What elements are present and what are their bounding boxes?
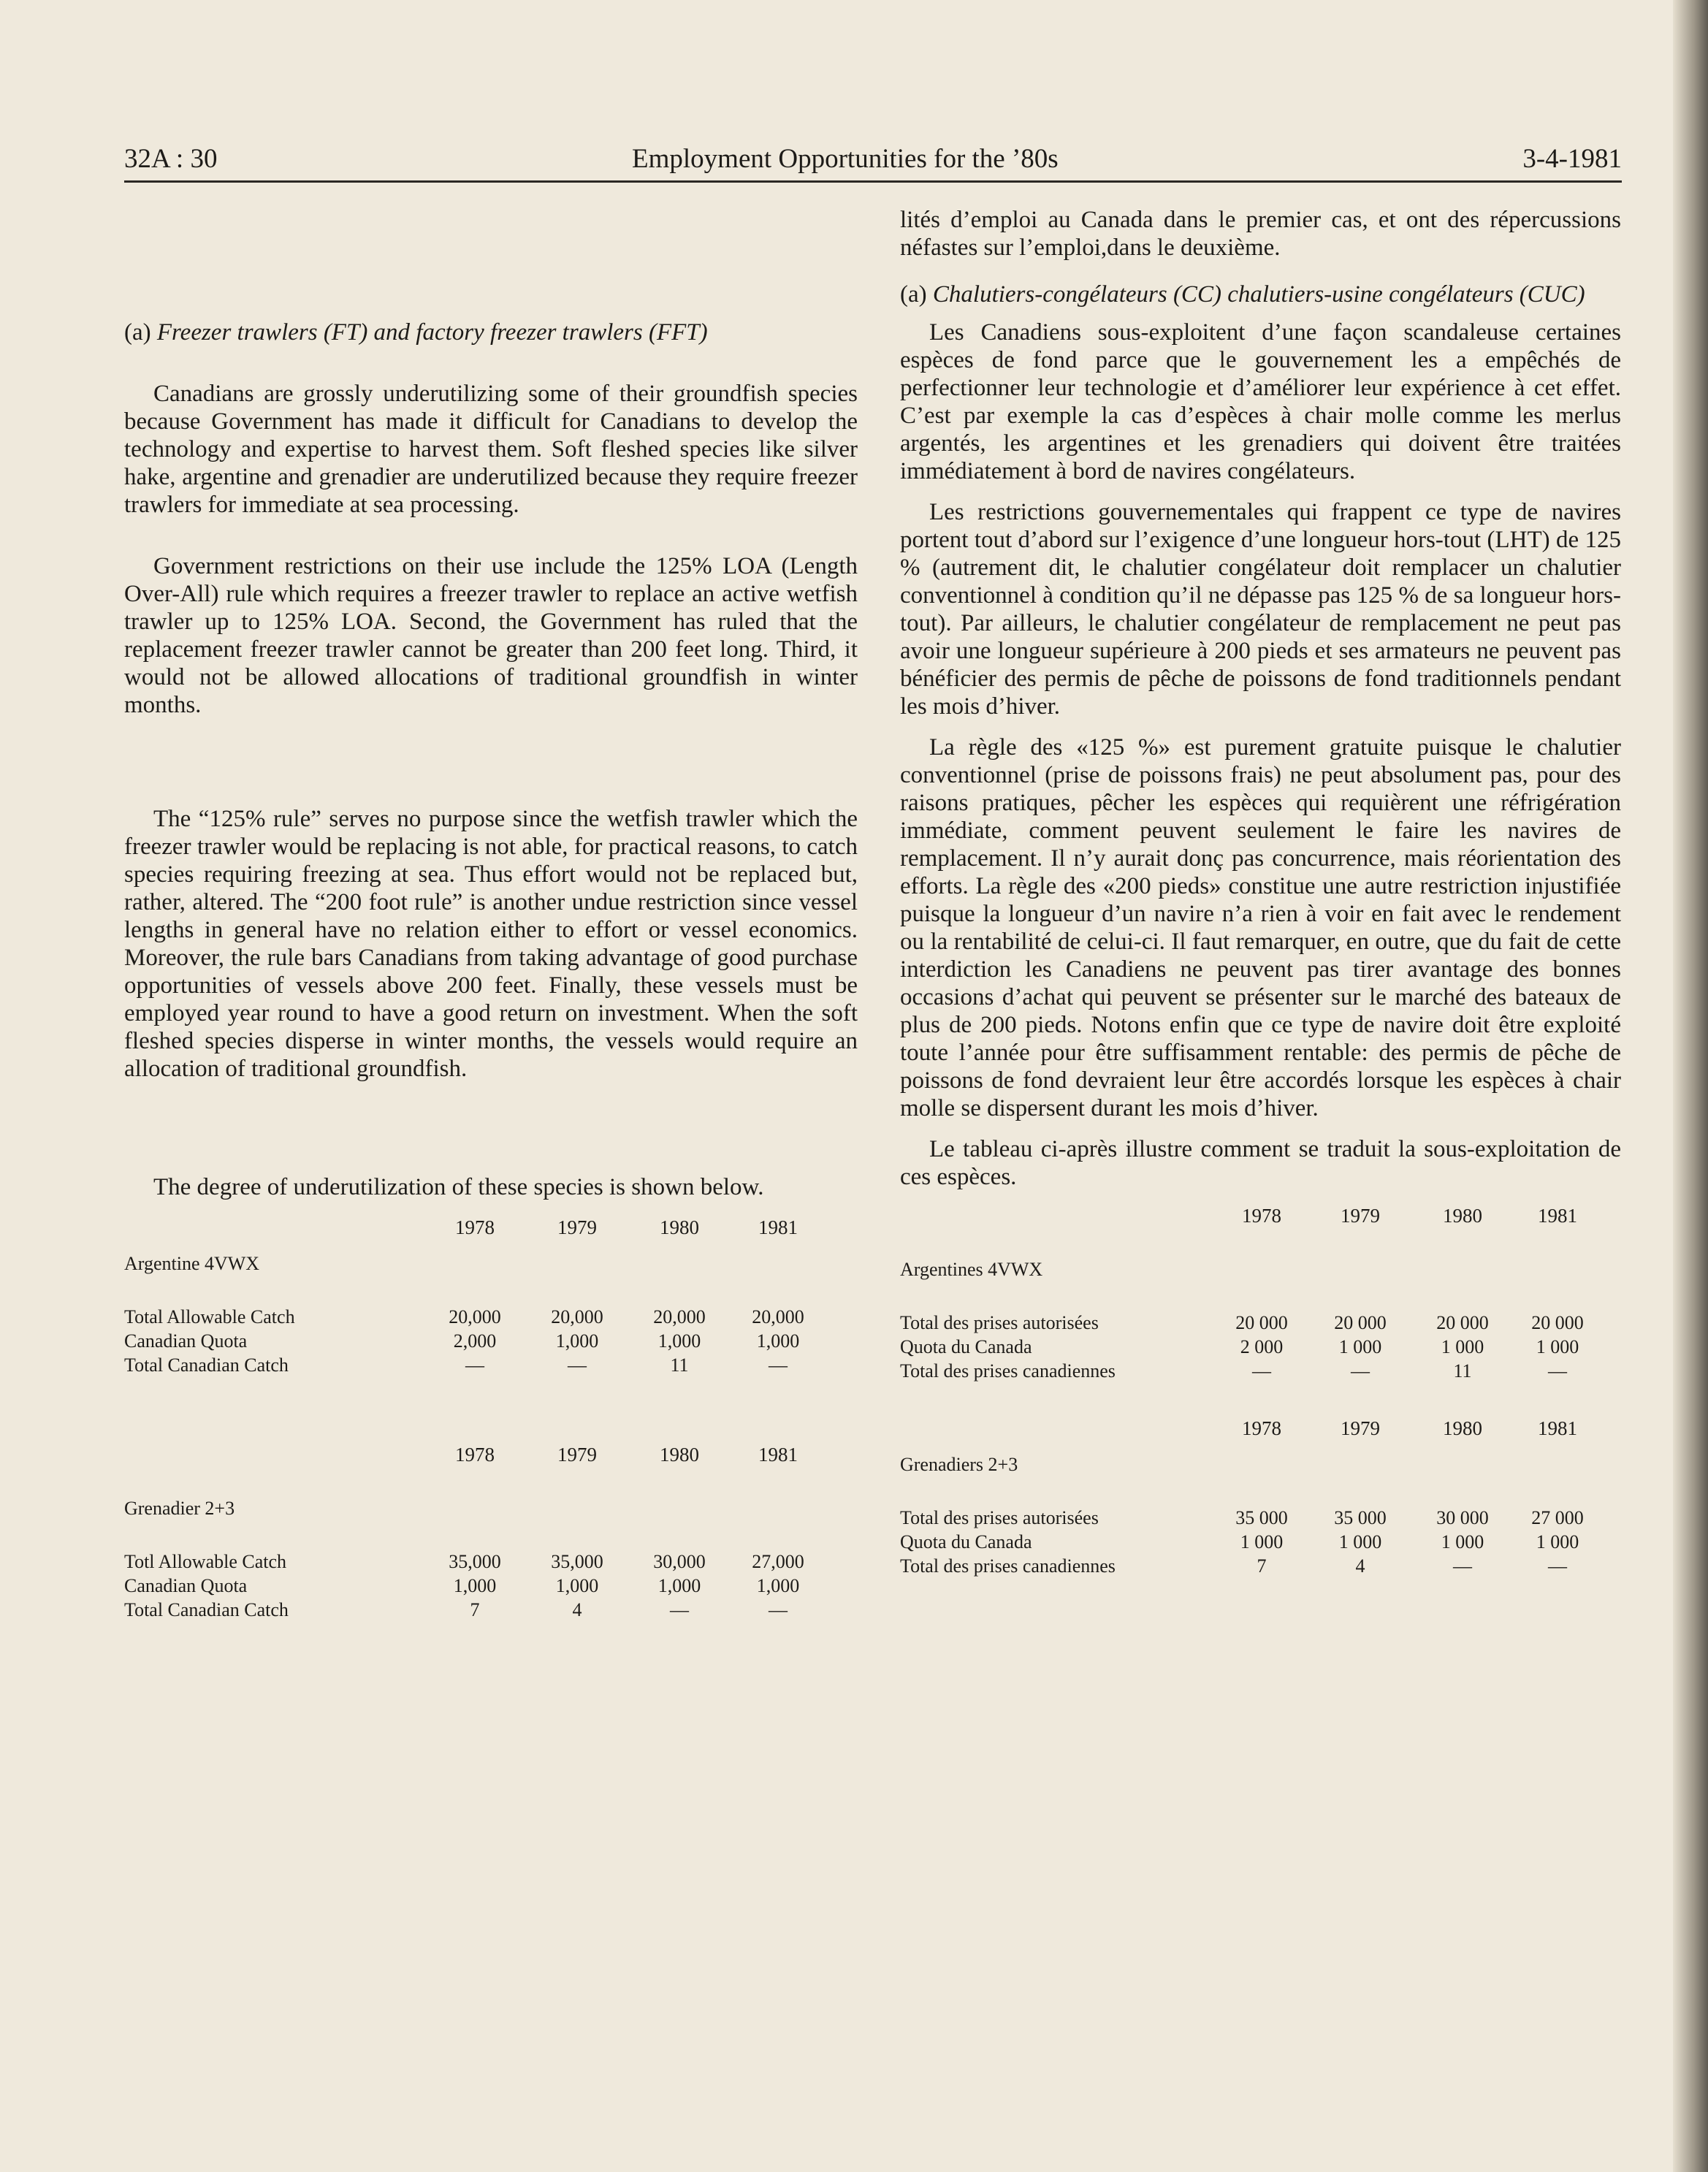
header-rule: [124, 180, 1622, 183]
paragraph: Les restrictions gouvernementales qui frappent ce type de navires portent tout d’abord sur l’exigence d’une longueur hors-tout (LHT) de 125 % (autrement dit, le chalutier congélateur doit remplacer un chalutier conventionnel à condition qu’il ne dépasse pas 125 % de sa longueur hors-tout). Par ailleurs, le chalutier congélateur de remplacement ne peut pas avoir une longueur supérieure à 200 pieds et ses armateurs ne peuvent pas bénéficier des permis de pêche de poissons de fond traditionnels pendant les mois d’hiver.: [900, 499, 1621, 720]
section-heading: (a) Chalutiers-congélateurs (CC) chalutiers-usine congélateurs (CUC): [900, 281, 1585, 308]
table-row: Total Canadian Catch — — 11 —: [124, 1354, 788, 1376]
table-row: Total Allowable Catch 20,000 20,000 20,000 20,000: [124, 1306, 804, 1327]
species-label: Grenadiers 2+3: [900, 1454, 1018, 1475]
grenadier-table: 1978 1979 1980 1981 Grenadier 2+3 Totl Allowable Catch 35,000 35,000 30,000 27,000 Canadian Quota 1,000 1,000 1,000 1,000 Total Canadian Catch 7 4 — —: [124, 1443, 826, 1622]
paragraph: Canadians are grossly underutilizing some of their groundfish species because Government has made it difficult for Canadians to develop the technology and expertise to harvest them. Soft fleshed species like silver hake, argentine and grenadier are underutilized because they require freezer trawlers for immediate at sea processing.: [124, 381, 858, 518]
table-row: Total des prises canadiennes — — 11 —: [900, 1360, 1567, 1382]
table-row: Canadian Quota 2,000 1,000 1,000 1,000: [124, 1330, 800, 1352]
table-row: Quota du Canada 1 000 1 000 1 000 1 000: [900, 1531, 1579, 1552]
grenadiers-table: 1978 1979 1980 1981 Grenadiers 2+3 Total des prises autorisées 35 000 35 000 30 000 27 000 Quota du Canada 1 000 1 000 1 000 1 000 Total des prises canadiennes 7 4 — —: [900, 1417, 1601, 1578]
paragraph: lités d’emploi au Canada dans le premier cas, et ont des répercussions néfastes sur l’emploi,dans le deuxième.: [900, 207, 1621, 261]
issue-date: 3-4-1981: [1522, 144, 1622, 174]
species-label: Argentines 4VWX: [900, 1259, 1043, 1280]
paragraph: La règle des «125 %» est purement gratuite puisque le chalutier conventionnel (prise de poissons frais) ne peut absolument pas, pour des raisons pratiques, pêcher les espèces qui requièrent une réfrigération immédiate, comment peuvent seulement le faire les navires de remplacement. Il n’y aurait donç pas concurrence, mais réorientation des efforts. La règle des «200 pieds» constitue une autre restriction injustifiée puisque la longueur d’un navire n’a rien à voir en fait avec le rendement ou la rentabilité de celui-ci. Il faut remarquer, en outre, que du fait de cette interdiction les Canadiens ne peuvent pas tirer avantage des bonnes occasions d’achat qui peuvent se présenter sur le marché des bateaux de plus de 200 pieds. Notons enfin que ce type de navire doit être exploité toute l’année pour être suffisamment rentable: des permis de pêche de poissons de fond devraient leur être accordés lorsque les espèces à chair molle se dispersent durant les mois d’hiver.: [900, 734, 1621, 1121]
running-title: Employment Opportunities for the ’80s: [632, 144, 1059, 174]
paragraph: The degree of underutilization of these species is shown below.: [153, 1174, 764, 1200]
argentines-table: 1978 1979 1980 1981 Argentines 4VWX Total des prises autorisées 20 000 20 000 20 000 20 000 Quota du Canada 2 000 1 000 1 000 1 000 Total des prises canadiennes — — 11 —: [900, 1204, 1601, 1383]
paragraph: Government restrictions on their use include the 125% LOA (Length Over-All) rule which requires a freezer trawler to replace an active wetfish trawler up to 125% LOA. Second, the Government has ruled that the replacement freezer trawler cannot be greater than 200 feet long. Third, it would not be allowed allocations of traditional groundfish in winter months.: [124, 553, 858, 718]
table-row: Canadian Quota 1,000 1,000 1,000 1,000: [124, 1575, 800, 1596]
french-column: [900, 197, 1621, 1578]
paragraph: Le tableau ci-après illustre comment se traduit la sous-exploitation de ces espèces.: [900, 1136, 1621, 1190]
page-binding-shadow: [1673, 0, 1708, 2172]
table-row: Total des prises canadiennes 7 4 — —: [900, 1555, 1567, 1577]
english-column: [124, 197, 858, 1622]
page-folio: 32A : 30: [124, 144, 218, 174]
table-row: Total des prises autorisées 20 000 20 000 20 000 20 000: [900, 1312, 1584, 1333]
table-row: Totl Allowable Catch 35,000 35,000 30,000 27,000: [124, 1551, 804, 1572]
table-row: Quota du Canada 2 000 1 000 1 000 1 000: [900, 1336, 1579, 1357]
species-label: Grenadier 2+3: [124, 1498, 235, 1519]
table-row: Total Canadian Catch 7 4 — —: [124, 1599, 788, 1620]
table-row: Total des prises autorisées 35 000 35 000 30 000 27 000: [900, 1507, 1584, 1528]
argentine-table: 1978 1979 1980 1981 Argentine 4VWX Total Allowable Catch 20,000 20,000 20,000 20,000 Canadian Quota 2,000 1,000 1,000 1,000 Total Canadian Catch — — 11 —: [124, 1216, 826, 1377]
page-header: [124, 143, 1622, 180]
section-heading: (a) Freezer trawlers (FT) and factory freezer trawlers (FFT): [124, 319, 708, 346]
paragraph: The “125% rule” serves no purpose since the wetfish trawler which the freezer trawler would be replacing is not able, for practical reasons, to catch species requiring freezing at sea. Thus effort would not be replaced but, rather, altered. The “200 foot rule” is another undue restriction since vessel lengths in general have no relation either to effort or vessel economics. Moreover, the rule bars Canadians from taking advantage of good purchase opportunities of vessels above 200 feet. Finally, these vessels must be employed year round to have a good return on investment. When the soft fleshed species disperse in winter months, the vessels would require an allocation of traditional groundfish.: [124, 806, 858, 1082]
species-label: Argentine 4VWX: [124, 1253, 260, 1274]
paragraph: Les Canadiens sous-exploitent d’une façon scandaleuse certaines espèces de fond parce que le gouvernement les a empêchés de perfectionner leur technologie et d’améliorer leur expérience à cet effet. C’est par exemple la cas d’espèces à chair molle comme les merlus argentés, les argentines et les grenadiers qui doivent être traitées immédiatement à bord de navires congélateurs.: [900, 319, 1621, 484]
